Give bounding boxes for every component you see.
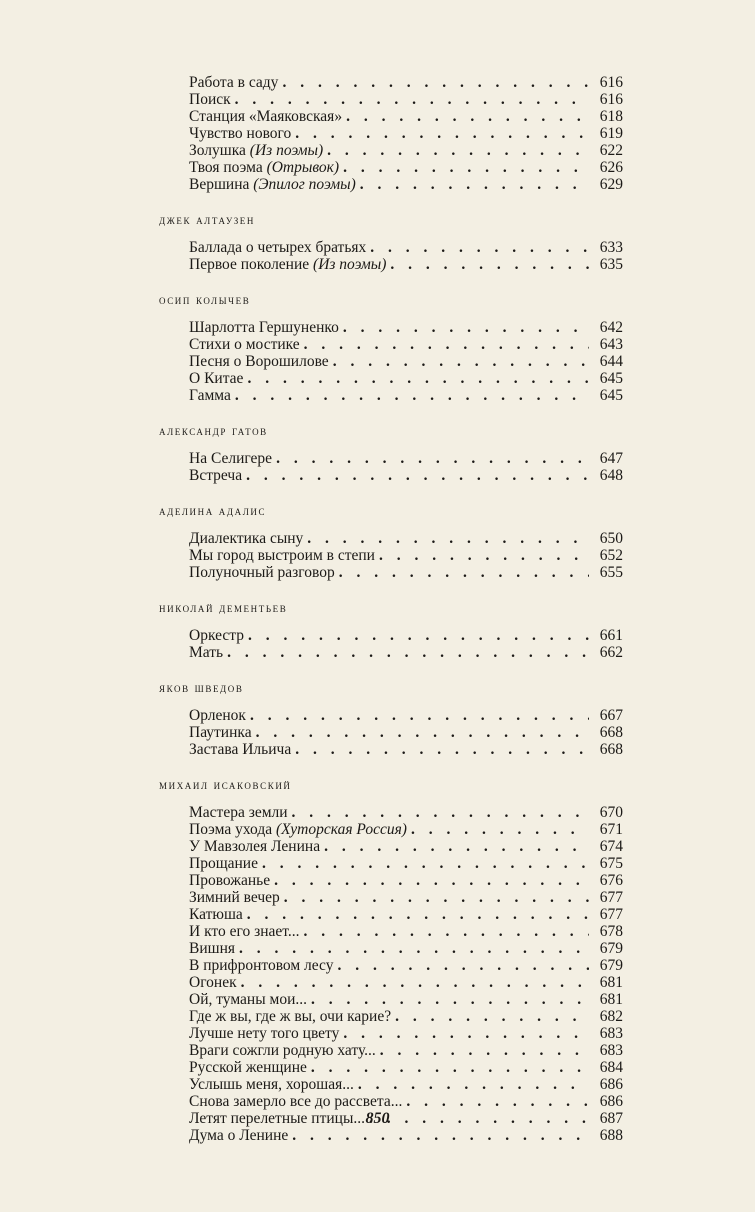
entry-title (189, 74, 278, 91)
entry-title-text: И кто его знает... (189, 923, 300, 940)
entry-title (189, 974, 237, 991)
entry-title-text: Огонек (189, 974, 237, 991)
toc-entry (189, 741, 623, 758)
toc-entry (189, 1008, 623, 1025)
toc-entry (189, 319, 623, 336)
entry-page: 678 (599, 923, 623, 940)
toc-entry (189, 957, 623, 974)
dot-leader (227, 644, 589, 661)
entry-title-text: Работа в саду (189, 74, 279, 91)
toc-entry (189, 855, 623, 872)
entry-page: 616 (599, 74, 623, 91)
dot-leader (235, 387, 589, 404)
entry-title-text: Ой, туманы мои... (189, 991, 307, 1008)
toc-entry (189, 142, 623, 159)
dot-leader (246, 467, 589, 484)
table-of-contents (159, 74, 623, 1144)
toc-entry (189, 627, 623, 644)
toc-entry (189, 1042, 623, 1059)
entry-page: 642 (599, 319, 623, 336)
dot-leader (327, 142, 589, 159)
entry-title-text: Встреча (189, 467, 243, 484)
entry-page: 675 (599, 855, 623, 872)
dot-leader (247, 370, 589, 387)
dot-leader (346, 108, 589, 125)
entry-title (189, 1025, 339, 1042)
dot-leader (241, 974, 589, 991)
entry-page: 635 (599, 256, 623, 273)
page-number: 850 (365, 1110, 390, 1127)
dot-leader (370, 239, 589, 256)
entry-title-text: Мастера земли (189, 804, 288, 821)
entry-title (189, 108, 342, 125)
entry-title (189, 159, 339, 176)
toc-entry (189, 991, 623, 1008)
entry-title-text: Твоя поэма (189, 159, 263, 176)
dot-leader (360, 176, 589, 193)
entry-title-text: Летят перелетные птицы... (189, 1110, 365, 1127)
entry-title (189, 940, 235, 957)
entry-title (189, 1076, 354, 1093)
dot-leader (406, 1093, 589, 1110)
entry-title (189, 370, 243, 387)
entry-page: 668 (599, 741, 623, 758)
dot-leader (339, 564, 589, 581)
toc-entry (189, 889, 623, 906)
toc-entry (189, 125, 623, 142)
dot-leader (358, 1076, 589, 1093)
entry-page: 682 (599, 1008, 623, 1025)
entry-page: 676 (599, 872, 623, 889)
entry-page: 686 (599, 1093, 623, 1110)
entry-title (189, 707, 246, 724)
entry-title (189, 1093, 402, 1110)
toc-entry (189, 1127, 623, 1144)
toc-entry (189, 256, 623, 273)
toc-entry (189, 547, 623, 564)
toc-entry (189, 707, 623, 724)
entry-page: 679 (599, 940, 623, 957)
entry-title (189, 547, 375, 564)
entry-page: 671 (599, 821, 623, 838)
entry-page: 683 (599, 1042, 623, 1059)
toc-entry (189, 724, 623, 741)
entry-title (189, 176, 356, 193)
author-heading: александр гатов (159, 423, 268, 438)
toc-entry (189, 838, 623, 855)
entry-page: 650 (599, 530, 623, 547)
entry-title (189, 957, 334, 974)
toc-entry (189, 176, 623, 193)
dot-leader (311, 991, 589, 1008)
dot-leader (411, 821, 589, 838)
entry-title-text: Мать (189, 644, 224, 661)
entry-title-text: В прифронтовом лесу (189, 957, 334, 974)
toc-entry (189, 450, 623, 467)
entry-title-text: Русской женщине (189, 1059, 307, 1076)
author-heading: николай дементьев (159, 600, 288, 615)
toc-entry (189, 821, 623, 838)
entry-page: 667 (599, 707, 623, 724)
entry-title (189, 724, 252, 741)
entry-title (189, 872, 270, 889)
entry-page: 622 (599, 142, 623, 159)
entry-page: 677 (599, 889, 623, 906)
toc-entry (189, 940, 623, 957)
entry-title (189, 450, 272, 467)
toc-entry (189, 1059, 623, 1076)
entry-title-text: Станция «Маяковская» (189, 108, 343, 125)
toc-entry (189, 1093, 623, 1110)
dot-leader (235, 91, 589, 108)
dot-leader (284, 889, 589, 906)
entry-title-text: Дума о Ленине (189, 1127, 289, 1144)
author-heading: михаил исаковский (159, 777, 292, 792)
toc-entry (189, 336, 623, 353)
entry-title-text: Баллада о четырех братьях (189, 239, 367, 256)
entry-title (189, 991, 307, 1008)
entry-page: 681 (599, 974, 623, 991)
entry-title (189, 1059, 307, 1076)
entry-title (189, 627, 244, 644)
entry-page: 644 (599, 353, 623, 370)
entry-title-text: Орленок (189, 707, 246, 724)
entry-page: 616 (599, 91, 623, 108)
dot-leader (311, 1059, 589, 1076)
entry-title-text: Золушка (189, 142, 246, 159)
dot-leader (390, 256, 589, 273)
dot-leader (380, 1042, 589, 1059)
entry-title-text: На Селигере (189, 450, 273, 467)
toc-entry (189, 467, 623, 484)
entry-title (189, 467, 242, 484)
dot-leader (295, 125, 589, 142)
toc-entry (189, 1076, 623, 1093)
toc-entry (189, 906, 623, 923)
toc-entry (189, 108, 623, 125)
dot-leader (256, 724, 589, 741)
toc-entry (189, 974, 623, 991)
entry-title-text: Провожанье (189, 872, 271, 889)
entry-title-text: Мы город выстроим в степи (189, 547, 375, 564)
toc-entry (189, 530, 623, 547)
entry-title-text: Лучше нету того цвету (189, 1025, 340, 1042)
entry-page: 661 (599, 627, 623, 644)
entry-title-text: Диалектика сыну (189, 530, 304, 547)
dot-leader (247, 906, 589, 923)
entry-page: 619 (599, 125, 623, 142)
entry-title-text: У Мавзолея Ленина (189, 838, 321, 855)
entry-title (189, 1042, 376, 1059)
entry-title-text: Застава Ильича (189, 741, 292, 758)
entry-page: 648 (599, 467, 623, 484)
entry-title (189, 256, 386, 273)
entry-subtitle: (Из поэмы) (249, 142, 324, 159)
entry-title (189, 239, 366, 256)
dot-leader (276, 450, 589, 467)
entry-title-text: Стихи о мостике (189, 336, 300, 353)
entry-page: 618 (599, 108, 623, 125)
entry-page: 643 (599, 336, 623, 353)
dot-leader (343, 159, 589, 176)
entry-page: 626 (599, 159, 623, 176)
entry-title-text: Оркестр (189, 627, 244, 644)
entry-title (189, 530, 303, 547)
entry-page: 647 (599, 450, 623, 467)
dot-leader (303, 923, 589, 940)
toc-entry (189, 353, 623, 370)
entry-title-text: Вершина (189, 176, 250, 193)
entry-title-text: Прощание (189, 855, 258, 872)
entry-title-text: Зимний вечер (189, 889, 280, 906)
entry-title (189, 564, 335, 581)
entry-page: 679 (599, 957, 623, 974)
toc-entry (189, 872, 623, 889)
entry-title (189, 319, 339, 336)
dot-leader (379, 547, 589, 564)
entry-subtitle: (Эпилог поэмы) (253, 176, 356, 193)
entry-title-text: Шарлотта Гершуненко (189, 319, 339, 336)
entry-title-text: О Китае (189, 370, 244, 387)
entry-page: 674 (599, 838, 623, 855)
entry-page: 686 (599, 1076, 623, 1093)
dot-leader (239, 940, 589, 957)
entry-title-text: Поиск (189, 91, 231, 108)
dot-leader (343, 319, 589, 336)
entry-title-text: Поэма ухода (189, 821, 273, 838)
entry-page: 684 (599, 1059, 623, 1076)
dot-leader (295, 741, 589, 758)
dot-leader (395, 1008, 589, 1025)
entry-page: 629 (599, 176, 623, 193)
entry-subtitle: (Отрывок) (266, 159, 340, 176)
toc-entry (189, 387, 623, 404)
dot-leader (248, 627, 589, 644)
entry-title (189, 741, 291, 758)
entry-page: 670 (599, 804, 623, 821)
entry-page: 645 (599, 370, 623, 387)
entry-title-text: Услышь меня, хорошая... (189, 1076, 354, 1093)
dot-leader (343, 1025, 589, 1042)
toc-entry (189, 923, 623, 940)
toc-entry (189, 804, 623, 821)
dot-leader (250, 707, 589, 724)
dot-leader (292, 1127, 589, 1144)
dot-leader (282, 74, 589, 91)
toc-entry (189, 370, 623, 387)
entry-page: 677 (599, 906, 623, 923)
entry-title (189, 838, 320, 855)
dot-leader (307, 530, 589, 547)
dot-leader (324, 838, 589, 855)
entry-title (189, 387, 231, 404)
entry-title (189, 923, 299, 940)
entry-title (189, 821, 407, 838)
entry-title (189, 804, 288, 821)
entry-page: 633 (599, 239, 623, 256)
entry-title (189, 336, 300, 353)
dot-leader (338, 957, 590, 974)
toc-entry (189, 1025, 623, 1042)
entry-title-text: Паутинка (189, 724, 252, 741)
toc-entry (189, 159, 623, 176)
entry-subtitle: (Хуторская Россия) (275, 821, 407, 838)
author-heading: осип колычев (159, 292, 251, 307)
toc-entry (189, 239, 623, 256)
entry-title-text: Полуночный разговор (189, 564, 335, 581)
author-heading: джек алтаузен (159, 212, 255, 227)
entry-page: 662 (599, 644, 623, 661)
author-heading: аделина адалис (159, 503, 267, 518)
entry-page: 652 (599, 547, 623, 564)
author-heading: яков шведов (159, 680, 244, 695)
toc-entry (189, 91, 623, 108)
entry-subtitle: (Из поэмы) (313, 256, 387, 273)
entry-title-text: Вишня (189, 940, 235, 957)
entry-title (189, 906, 243, 923)
entry-page: 645 (599, 387, 623, 404)
entry-title (189, 91, 231, 108)
entry-title-text: Враги сожгли родную хату... (189, 1042, 376, 1059)
entry-title (189, 889, 280, 906)
dot-leader (333, 353, 589, 370)
entry-title-text: Гамма (189, 387, 231, 404)
entry-page: 655 (599, 564, 623, 581)
entry-page: 687 (599, 1110, 623, 1127)
entry-title (189, 855, 258, 872)
entry-title-text: Чувство нового (189, 125, 292, 142)
entry-title-text: Катюша (189, 906, 243, 923)
entry-title-text: Песня о Ворошилове (189, 353, 329, 370)
dot-leader (292, 804, 589, 821)
entry-title (189, 1127, 288, 1144)
toc-entry (189, 74, 623, 91)
entry-title-text: Где ж вы, где ж вы, очи карие? (189, 1008, 392, 1025)
entry-page: 688 (599, 1127, 623, 1144)
entry-page: 668 (599, 724, 623, 741)
entry-title (189, 1008, 391, 1025)
dot-leader (274, 872, 589, 889)
dot-leader (304, 336, 589, 353)
entry-title-text: Снова замерло все до рассвета... (189, 1093, 403, 1110)
entry-title (189, 142, 323, 159)
entry-title (189, 353, 329, 370)
entry-title-text: Первое поколение (189, 256, 310, 273)
toc-entry (189, 644, 623, 661)
entry-page: 683 (599, 1025, 623, 1042)
entry-page: 681 (599, 991, 623, 1008)
entry-title (189, 125, 291, 142)
toc-entry (189, 564, 623, 581)
entry-title (189, 644, 223, 661)
dot-leader (262, 855, 589, 872)
